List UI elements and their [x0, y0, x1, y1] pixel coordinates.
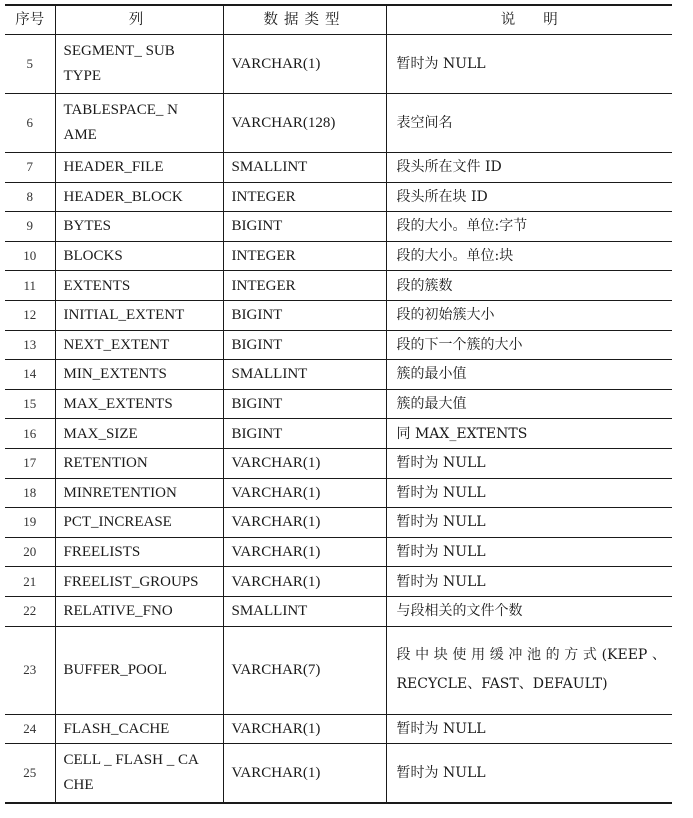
row-number: 24	[5, 714, 55, 744]
row-number: 18	[5, 478, 55, 508]
row-number: 13	[5, 330, 55, 360]
table-row	[5, 182, 672, 212]
header-serial-number: 序号	[5, 5, 55, 35]
column-name: MAX_EXTENTS	[55, 389, 223, 419]
data-type: INTEGER	[223, 241, 386, 271]
row-number: 14	[5, 360, 55, 390]
data-type: BIGINT	[223, 212, 386, 242]
table-row	[5, 94, 672, 153]
description: 段头所在块 ID	[386, 182, 672, 212]
description: 暂时为 NULL	[386, 537, 672, 567]
header-data-type: 数据类型	[223, 5, 386, 35]
description: 段的下一个簇的大小	[386, 330, 672, 360]
description: 暂时为 NULL	[386, 448, 672, 478]
description: 暂时为 NULL	[386, 35, 672, 94]
column-name: FREELISTS	[55, 537, 223, 567]
description: 段中块使用缓冲池的方式(KEEP、RECYCLE、FAST、DEFAULT)	[386, 626, 672, 714]
row-number: 23	[5, 626, 55, 714]
description: 表空间名	[386, 94, 672, 153]
column-name: BYTES	[55, 212, 223, 242]
row-number: 5	[5, 35, 55, 94]
table-row	[5, 389, 672, 419]
data-dictionary-table-wrapper	[5, 4, 672, 804]
column-name: TABLESPACE_ NAME	[55, 94, 223, 153]
data-type: VARCHAR(1)	[223, 744, 386, 803]
table-row	[5, 241, 672, 271]
column-name: SEGMENT_ SUBTYPE	[55, 35, 223, 94]
table-header-row	[5, 5, 672, 35]
table-row	[5, 478, 672, 508]
column-name: HEADER_BLOCK	[55, 182, 223, 212]
table-row	[5, 330, 672, 360]
data-type: VARCHAR(1)	[223, 478, 386, 508]
row-number: 22	[5, 596, 55, 626]
description: 同 MAX_EXTENTS	[386, 419, 672, 449]
data-type: INTEGER	[223, 182, 386, 212]
data-type: VARCHAR(7)	[223, 626, 386, 714]
row-number: 10	[5, 241, 55, 271]
data-type: VARCHAR(128)	[223, 94, 386, 153]
row-number: 12	[5, 300, 55, 330]
table-row	[5, 567, 672, 597]
table-row	[5, 744, 672, 803]
column-name: FLASH_CACHE	[55, 714, 223, 744]
row-number: 21	[5, 567, 55, 597]
row-number: 20	[5, 537, 55, 567]
table-row	[5, 271, 672, 301]
column-name: NEXT_EXTENT	[55, 330, 223, 360]
row-number: 6	[5, 94, 55, 153]
row-number: 9	[5, 212, 55, 242]
header-description: 说明	[386, 5, 672, 35]
column-name: RELATIVE_FNO	[55, 596, 223, 626]
table-row	[5, 300, 672, 330]
row-number: 17	[5, 448, 55, 478]
column-name: MINRETENTION	[55, 478, 223, 508]
column-name: HEADER_FILE	[55, 153, 223, 183]
row-number: 7	[5, 153, 55, 183]
description: 暂时为 NULL	[386, 744, 672, 803]
description: 段的大小。单位:字节	[386, 212, 672, 242]
data-type: INTEGER	[223, 271, 386, 301]
description: 暂时为 NULL	[386, 567, 672, 597]
column-name: PCT_INCREASE	[55, 508, 223, 538]
description: 段头所在文件 ID	[386, 153, 672, 183]
data-type: VARCHAR(1)	[223, 35, 386, 94]
data-type: VARCHAR(1)	[223, 714, 386, 744]
description: 暂时为 NULL	[386, 714, 672, 744]
description: 与段相关的文件个数	[386, 596, 672, 626]
header-column: 列	[55, 5, 223, 35]
table-row	[5, 626, 672, 714]
description: 段的大小。单位:块	[386, 241, 672, 271]
data-type: SMALLINT	[223, 596, 386, 626]
data-type: BIGINT	[223, 300, 386, 330]
table-row	[5, 419, 672, 449]
data-type: SMALLINT	[223, 153, 386, 183]
column-name: BLOCKS	[55, 241, 223, 271]
table-row	[5, 714, 672, 744]
data-type: SMALLINT	[223, 360, 386, 390]
table-row	[5, 448, 672, 478]
data-type: BIGINT	[223, 330, 386, 360]
row-number: 11	[5, 271, 55, 301]
table-row	[5, 508, 672, 538]
table-row	[5, 153, 672, 183]
table-row	[5, 537, 672, 567]
row-number: 19	[5, 508, 55, 538]
description: 暂时为 NULL	[386, 508, 672, 538]
column-name: BUFFER_POOL	[55, 626, 223, 714]
column-name: FREELIST_GROUPS	[55, 567, 223, 597]
column-name: MAX_SIZE	[55, 419, 223, 449]
data-type: VARCHAR(1)	[223, 448, 386, 478]
table-row	[5, 35, 672, 94]
data-type: VARCHAR(1)	[223, 508, 386, 538]
column-name: EXTENTS	[55, 271, 223, 301]
data-type: BIGINT	[223, 419, 386, 449]
table-row	[5, 596, 672, 626]
data-type: BIGINT	[223, 389, 386, 419]
row-number: 8	[5, 182, 55, 212]
column-name: RETENTION	[55, 448, 223, 478]
description: 簇的最小值	[386, 360, 672, 390]
description: 段的簇数	[386, 271, 672, 301]
data-type: VARCHAR(1)	[223, 537, 386, 567]
description: 簇的最大值	[386, 389, 672, 419]
row-number: 16	[5, 419, 55, 449]
data-type: VARCHAR(1)	[223, 567, 386, 597]
table-row	[5, 212, 672, 242]
description: 段的初始簇大小	[386, 300, 672, 330]
row-number: 25	[5, 744, 55, 803]
column-name: INITIAL_EXTENT	[55, 300, 223, 330]
description: 暂时为 NULL	[386, 478, 672, 508]
row-number: 15	[5, 389, 55, 419]
column-name: CELL _ FLASH _ CACHE	[55, 744, 223, 803]
column-name: MIN_EXTENTS	[55, 360, 223, 390]
table-row	[5, 360, 672, 390]
segments-columns-table	[5, 4, 672, 804]
